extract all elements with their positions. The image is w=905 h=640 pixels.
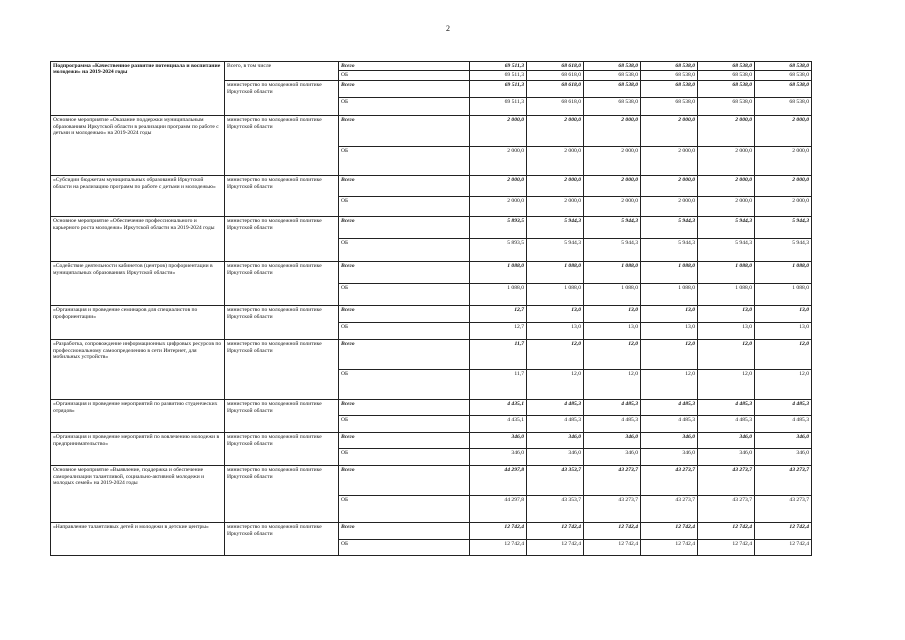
amount-cell: 2 000,0: [698, 197, 755, 217]
funding-source-cell: ОБ: [339, 147, 470, 176]
amount-cell: 12,0: [641, 370, 698, 400]
program-name-cell: «Субсидии бюджетам муниципальных образований Иркутской области на реализацию программ по работе с детьми и молодежью»: [51, 176, 225, 217]
amount-cell: 43 273,7: [584, 466, 641, 496]
table-row: [51, 400, 812, 416]
funding-source-cell: ОБ: [339, 540, 470, 556]
table-row: [51, 433, 812, 449]
amount-cell: 12 742,4: [584, 540, 641, 556]
responsible-executor-cell: министерство по молодежной политике Иркутской области: [225, 340, 339, 400]
funding-source-cell: Всего: [339, 116, 470, 147]
amount-cell: 5 944,3: [527, 217, 584, 239]
table-row: [51, 116, 812, 147]
amount-cell: 346,0: [641, 433, 698, 449]
amount-cell: 13,0: [698, 323, 755, 340]
amount-cell: 5 944,3: [698, 239, 755, 262]
budget-table: [50, 61, 812, 556]
amount-cell: 12,7: [470, 306, 527, 323]
amount-cell: 5 893,5: [470, 239, 527, 262]
amount-cell: 12,0: [641, 340, 698, 370]
amount-cell: 1 088,0: [698, 262, 755, 284]
amount-cell: 2 000,0: [641, 197, 698, 217]
amount-cell: 12 742,4: [584, 523, 641, 540]
funding-source-cell: ОБ: [339, 449, 470, 466]
amount-cell: 1 088,0: [641, 262, 698, 284]
table-row: [51, 523, 812, 540]
amount-cell: 1 088,0: [470, 284, 527, 306]
amount-cell: 68 538,0: [641, 98, 698, 116]
amount-cell: 346,0: [698, 449, 755, 466]
amount-cell: 2 000,0: [527, 116, 584, 147]
amount-cell: 12,7: [470, 323, 527, 340]
amount-cell: 68 538,0: [698, 98, 755, 116]
amount-cell: 2 000,0: [584, 147, 641, 176]
amount-cell: 346,0: [698, 433, 755, 449]
amount-cell: 346,0: [470, 433, 527, 449]
amount-cell: 13,0: [641, 323, 698, 340]
amount-cell: 68 618,0: [527, 98, 584, 116]
program-name-cell: «Организация и проведение мероприятий по развитию студенческих отрядов»: [51, 400, 225, 433]
amount-cell: 5 944,3: [755, 217, 812, 239]
amount-cell: 2 000,0: [584, 116, 641, 147]
amount-cell: 43 273,7: [755, 496, 812, 523]
amount-cell: 2 000,0: [755, 176, 812, 197]
amount-cell: 4 485,3: [641, 416, 698, 433]
amount-cell: 12,0: [755, 340, 812, 370]
amount-cell: 4 435,1: [470, 400, 527, 416]
amount-cell: 2 000,0: [470, 116, 527, 147]
amount-cell: 68 538,0: [698, 81, 755, 98]
amount-cell: 346,0: [755, 449, 812, 466]
amount-cell: 12 742,4: [470, 540, 527, 556]
amount-cell: 4 435,1: [470, 416, 527, 433]
amount-cell: 12,0: [755, 370, 812, 400]
amount-cell: 2 000,0: [698, 147, 755, 176]
table-row: [51, 306, 812, 323]
table-row: [51, 176, 812, 197]
responsible-executor-cell: министерство по молодежной политике Иркутской области: [225, 523, 339, 556]
amount-cell: 4 485,3: [755, 400, 812, 416]
amount-cell: 12 742,4: [755, 523, 812, 540]
table-row: [51, 217, 812, 239]
amount-cell: 12,0: [527, 340, 584, 370]
amount-cell: 1 088,0: [527, 284, 584, 306]
program-name-cell: «Организация и проведение семинаров для специалистов по профориентации»: [51, 306, 225, 340]
amount-cell: 68 538,0: [641, 62, 698, 71]
amount-cell: 4 485,3: [527, 416, 584, 433]
program-name-cell: «Организация и проведение мероприятий по вовлечению молодежи в предпринимательство»: [51, 433, 225, 466]
amount-cell: 68 538,0: [584, 81, 641, 98]
amount-cell: 2 000,0: [470, 197, 527, 217]
responsible-executor-cell: министерство по молодежной политике Иркутской области: [225, 217, 339, 262]
amount-cell: 69 511,3: [470, 81, 527, 98]
amount-cell: 68 538,0: [584, 98, 641, 116]
funding-source-cell: ОБ: [339, 71, 470, 81]
amount-cell: 68 538,0: [755, 62, 812, 71]
program-name-cell: «Направление талантливых детей и молодежи в детские центры»: [51, 523, 225, 556]
amount-cell: 43 273,7: [584, 496, 641, 523]
amount-cell: 5 944,3: [527, 239, 584, 262]
funding-source-cell: Всего: [339, 306, 470, 323]
funding-source-cell: Всего: [339, 262, 470, 284]
amount-cell: 2 000,0: [470, 176, 527, 197]
program-name-cell: Подпрограмма «Качественное развитие потенциала и воспитание молодежи» на 2019-2024 годы: [51, 62, 225, 116]
funding-source-cell: Всего: [339, 340, 470, 370]
amount-cell: 4 485,3: [698, 416, 755, 433]
amount-cell: 4 485,3: [584, 416, 641, 433]
amount-cell: 43 273,7: [755, 466, 812, 496]
amount-cell: 68 538,0: [698, 71, 755, 81]
amount-cell: 12 742,4: [470, 523, 527, 540]
amount-cell: 68 538,0: [641, 71, 698, 81]
amount-cell: 43 353,7: [527, 466, 584, 496]
amount-cell: 1 088,0: [527, 262, 584, 284]
funding-source-cell: ОБ: [339, 323, 470, 340]
amount-cell: 43 273,7: [641, 496, 698, 523]
amount-cell: 12 742,4: [527, 523, 584, 540]
amount-cell: 44 297,8: [470, 466, 527, 496]
funding-source-cell: Всего: [339, 523, 470, 540]
amount-cell: 13,0: [755, 306, 812, 323]
amount-cell: 12 742,4: [527, 540, 584, 556]
amount-cell: 12 742,4: [698, 523, 755, 540]
amount-cell: 11,7: [470, 370, 527, 400]
responsible-executor-cell: министерство по молодежной политике Иркутской области: [225, 262, 339, 306]
amount-cell: 68 538,0: [584, 71, 641, 81]
amount-cell: 2 000,0: [698, 176, 755, 197]
funding-source-cell: ОБ: [339, 98, 470, 116]
funding-source-cell: Всего: [339, 176, 470, 197]
program-name-cell: Основное мероприятие «Обеспечение профессионального и карьерного роста молодежи» Иркутской области на 2019-2024 годы: [51, 217, 225, 262]
amount-cell: 68 538,0: [755, 98, 812, 116]
funding-source-cell: ОБ: [339, 284, 470, 306]
amount-cell: 4 485,3: [584, 400, 641, 416]
amount-cell: 69 511,3: [470, 62, 527, 71]
amount-cell: 5 944,3: [698, 217, 755, 239]
amount-cell: 12,0: [527, 370, 584, 400]
amount-cell: 69 511,3: [470, 71, 527, 81]
funding-source-cell: Всего: [339, 466, 470, 496]
budget-table-body: [51, 62, 812, 556]
amount-cell: 2 000,0: [755, 197, 812, 217]
amount-cell: 5 893,5: [470, 217, 527, 239]
amount-cell: 13,0: [755, 323, 812, 340]
amount-cell: 4 485,3: [755, 416, 812, 433]
amount-cell: 1 088,0: [698, 284, 755, 306]
amount-cell: 13,0: [584, 323, 641, 340]
amount-cell: 13,0: [698, 306, 755, 323]
responsible-executor-cell: министерство по молодежной политике Иркутской области: [225, 400, 339, 433]
amount-cell: 5 944,3: [584, 239, 641, 262]
amount-cell: 346,0: [584, 433, 641, 449]
responsible-executor-cell: министерство по молодежной политике Иркутской области: [225, 466, 339, 523]
funding-source-cell: Всего: [339, 433, 470, 449]
amount-cell: 12,0: [584, 370, 641, 400]
funding-source-cell: ОБ: [339, 370, 470, 400]
amount-cell: 68 618,0: [527, 62, 584, 71]
amount-cell: 346,0: [527, 433, 584, 449]
amount-cell: 2 000,0: [584, 197, 641, 217]
amount-cell: 13,0: [584, 306, 641, 323]
amount-cell: 2 000,0: [527, 197, 584, 217]
amount-cell: 43 273,7: [641, 466, 698, 496]
responsible-executor-cell: Всего, в том числе: [225, 62, 339, 81]
amount-cell: 4 485,3: [527, 400, 584, 416]
amount-cell: 5 944,3: [641, 217, 698, 239]
amount-cell: 68 538,0: [755, 71, 812, 81]
responsible-executor-cell: министерство по молодежной политике Иркутской области: [225, 81, 339, 116]
amount-cell: 1 088,0: [755, 262, 812, 284]
amount-cell: 1 088,0: [584, 262, 641, 284]
funding-source-cell: Всего: [339, 217, 470, 239]
program-name-cell: «Разработка, сопровождение информационных цифровых ресурсов по профессиональному самоопределению в сети Интернет, для мобильных устройств»: [51, 340, 225, 400]
amount-cell: 12 742,4: [755, 540, 812, 556]
amount-cell: 68 538,0: [698, 62, 755, 71]
amount-cell: 69 511,3: [470, 98, 527, 116]
amount-cell: 2 000,0: [755, 116, 812, 147]
amount-cell: 1 088,0: [584, 284, 641, 306]
funding-source-cell: ОБ: [339, 496, 470, 523]
amount-cell: 346,0: [584, 449, 641, 466]
amount-cell: 346,0: [641, 449, 698, 466]
amount-cell: 2 000,0: [641, 116, 698, 147]
responsible-executor-cell: министерство по молодежной политике Иркутской области: [225, 116, 339, 176]
table-row: [51, 466, 812, 496]
amount-cell: 13,0: [527, 323, 584, 340]
amount-cell: 2 000,0: [527, 147, 584, 176]
responsible-executor-cell: министерство по молодежной политике Иркутской области: [225, 176, 339, 217]
amount-cell: 2 000,0: [755, 147, 812, 176]
amount-cell: 44 297,8: [470, 496, 527, 523]
amount-cell: 5 944,3: [584, 217, 641, 239]
amount-cell: 346,0: [755, 433, 812, 449]
funding-source-cell: ОБ: [339, 197, 470, 217]
amount-cell: 13,0: [641, 306, 698, 323]
funding-source-cell: Всего: [339, 81, 470, 98]
amount-cell: 12,0: [698, 340, 755, 370]
amount-cell: 1 088,0: [641, 284, 698, 306]
amount-cell: 2 000,0: [527, 176, 584, 197]
amount-cell: 2 000,0: [470, 147, 527, 176]
amount-cell: 346,0: [527, 449, 584, 466]
funding-source-cell: ОБ: [339, 239, 470, 262]
amount-cell: 12,0: [698, 370, 755, 400]
amount-cell: 12,0: [584, 340, 641, 370]
amount-cell: 68 538,0: [584, 62, 641, 71]
funding-source-cell: Всего: [339, 400, 470, 416]
amount-cell: 1 088,0: [470, 262, 527, 284]
amount-cell: 5 944,3: [755, 239, 812, 262]
amount-cell: 12 742,4: [641, 540, 698, 556]
amount-cell: 2 000,0: [584, 176, 641, 197]
amount-cell: 13,0: [527, 306, 584, 323]
amount-cell: 2 000,0: [641, 176, 698, 197]
amount-cell: 5 944,3: [641, 239, 698, 262]
program-name-cell: «Содействие деятельности кабинетов (центров) профориентации в муниципальных образованиях Иркутской области»: [51, 262, 225, 306]
amount-cell: 43 353,7: [527, 496, 584, 523]
amount-cell: 68 618,0: [527, 71, 584, 81]
amount-cell: 68 538,0: [641, 81, 698, 98]
amount-cell: 43 273,7: [698, 496, 755, 523]
funding-source-cell: ОБ: [339, 416, 470, 433]
amount-cell: 12 742,4: [698, 540, 755, 556]
table-row: [51, 62, 812, 71]
amount-cell: 68 618,0: [527, 81, 584, 98]
program-name-cell: Основное мероприятие «Выявление, поддержка и обеспечение самореализации талантливой, социально-активной молодежи и молодых семей» на 2019-2024 годы: [51, 466, 225, 523]
funding-source-cell: Всего: [339, 62, 470, 71]
responsible-executor-cell: министерство по молодежной политике Иркутской области: [225, 306, 339, 340]
responsible-executor-cell: министерство по молодежной политике Иркутской области: [225, 433, 339, 466]
table-row: [51, 262, 812, 284]
amount-cell: 68 538,0: [755, 81, 812, 98]
amount-cell: 1 088,0: [755, 284, 812, 306]
table-row: [51, 340, 812, 370]
amount-cell: 346,0: [470, 449, 527, 466]
amount-cell: 43 273,7: [698, 466, 755, 496]
amount-cell: 4 485,3: [641, 400, 698, 416]
amount-cell: 11,7: [470, 340, 527, 370]
amount-cell: 2 000,0: [698, 116, 755, 147]
program-name-cell: Основное мероприятие «Оказание поддержки муниципальным образованиям Иркутской области в реализации программ по работе с детьми и молодежью» на 2019-2024 годы: [51, 116, 225, 176]
amount-cell: 2 000,0: [641, 147, 698, 176]
amount-cell: 12 742,4: [641, 523, 698, 540]
amount-cell: 4 485,3: [698, 400, 755, 416]
page-number: 2: [446, 24, 450, 33]
